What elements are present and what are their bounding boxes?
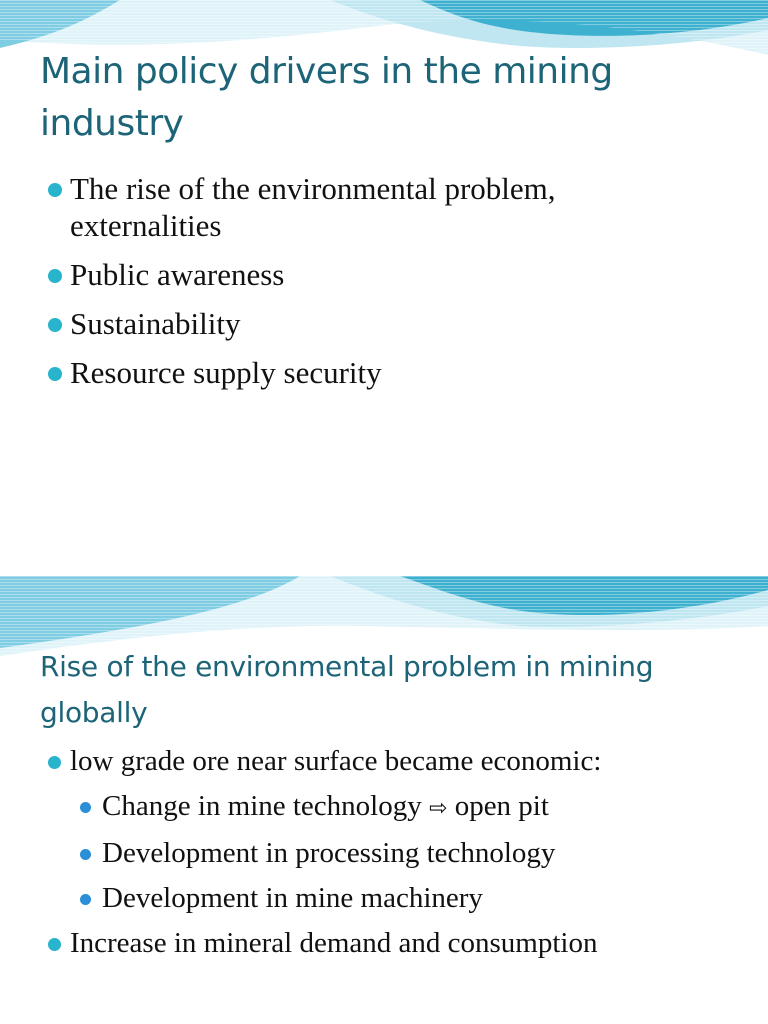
list-item: [80, 789, 601, 826]
list-item: [48, 354, 690, 391]
slide-title: Main policy drivers in the mining industry: [40, 51, 613, 144]
bullet-text: open pit: [454, 790, 549, 822]
slide-title: Rise of the environmental problem in mining globally: [40, 650, 654, 729]
bullet-text: Resource supply security: [70, 355, 382, 390]
bullet-text: Sustainability: [70, 306, 241, 341]
bullet-dot-icon: [48, 938, 61, 951]
sub-bullet-dot-icon: [80, 849, 91, 860]
bullet-list: [48, 170, 690, 403]
bullet-text: Change in mine technology: [102, 790, 422, 822]
slide-2: [0, 576, 768, 1024]
list-item: [80, 881, 601, 916]
bullet-text: Development in processing technology: [102, 837, 556, 869]
bullet-dot-icon: [48, 269, 62, 283]
list-item: [80, 836, 601, 871]
sub-bullet-dot-icon: [80, 802, 91, 813]
bullet-dot-icon: [48, 183, 62, 197]
bullet-dot-icon: [48, 318, 62, 332]
bullet-text: Increase in mineral demand and consumption: [70, 927, 598, 959]
bullet-dot-icon: [48, 756, 61, 769]
sub-bullet-dot-icon: [80, 894, 91, 905]
right-arrow-icon: ⇨: [429, 796, 448, 821]
bullet-dot-icon: [48, 367, 62, 381]
bullet-text: The rise of the environmental problem, externalities: [70, 171, 556, 243]
bullet-text: Development in mine machinery: [102, 882, 483, 914]
list-item: [48, 744, 601, 916]
sub-bullet-list: [80, 789, 601, 916]
list-item: [48, 305, 690, 342]
bullet-text: Public awareness: [70, 257, 285, 292]
list-item: [48, 256, 690, 293]
bullet-text: low grade ore near surface became economic:: [70, 745, 602, 777]
bullet-list: [48, 744, 601, 971]
list-item: [48, 926, 601, 961]
list-item: [48, 170, 690, 244]
